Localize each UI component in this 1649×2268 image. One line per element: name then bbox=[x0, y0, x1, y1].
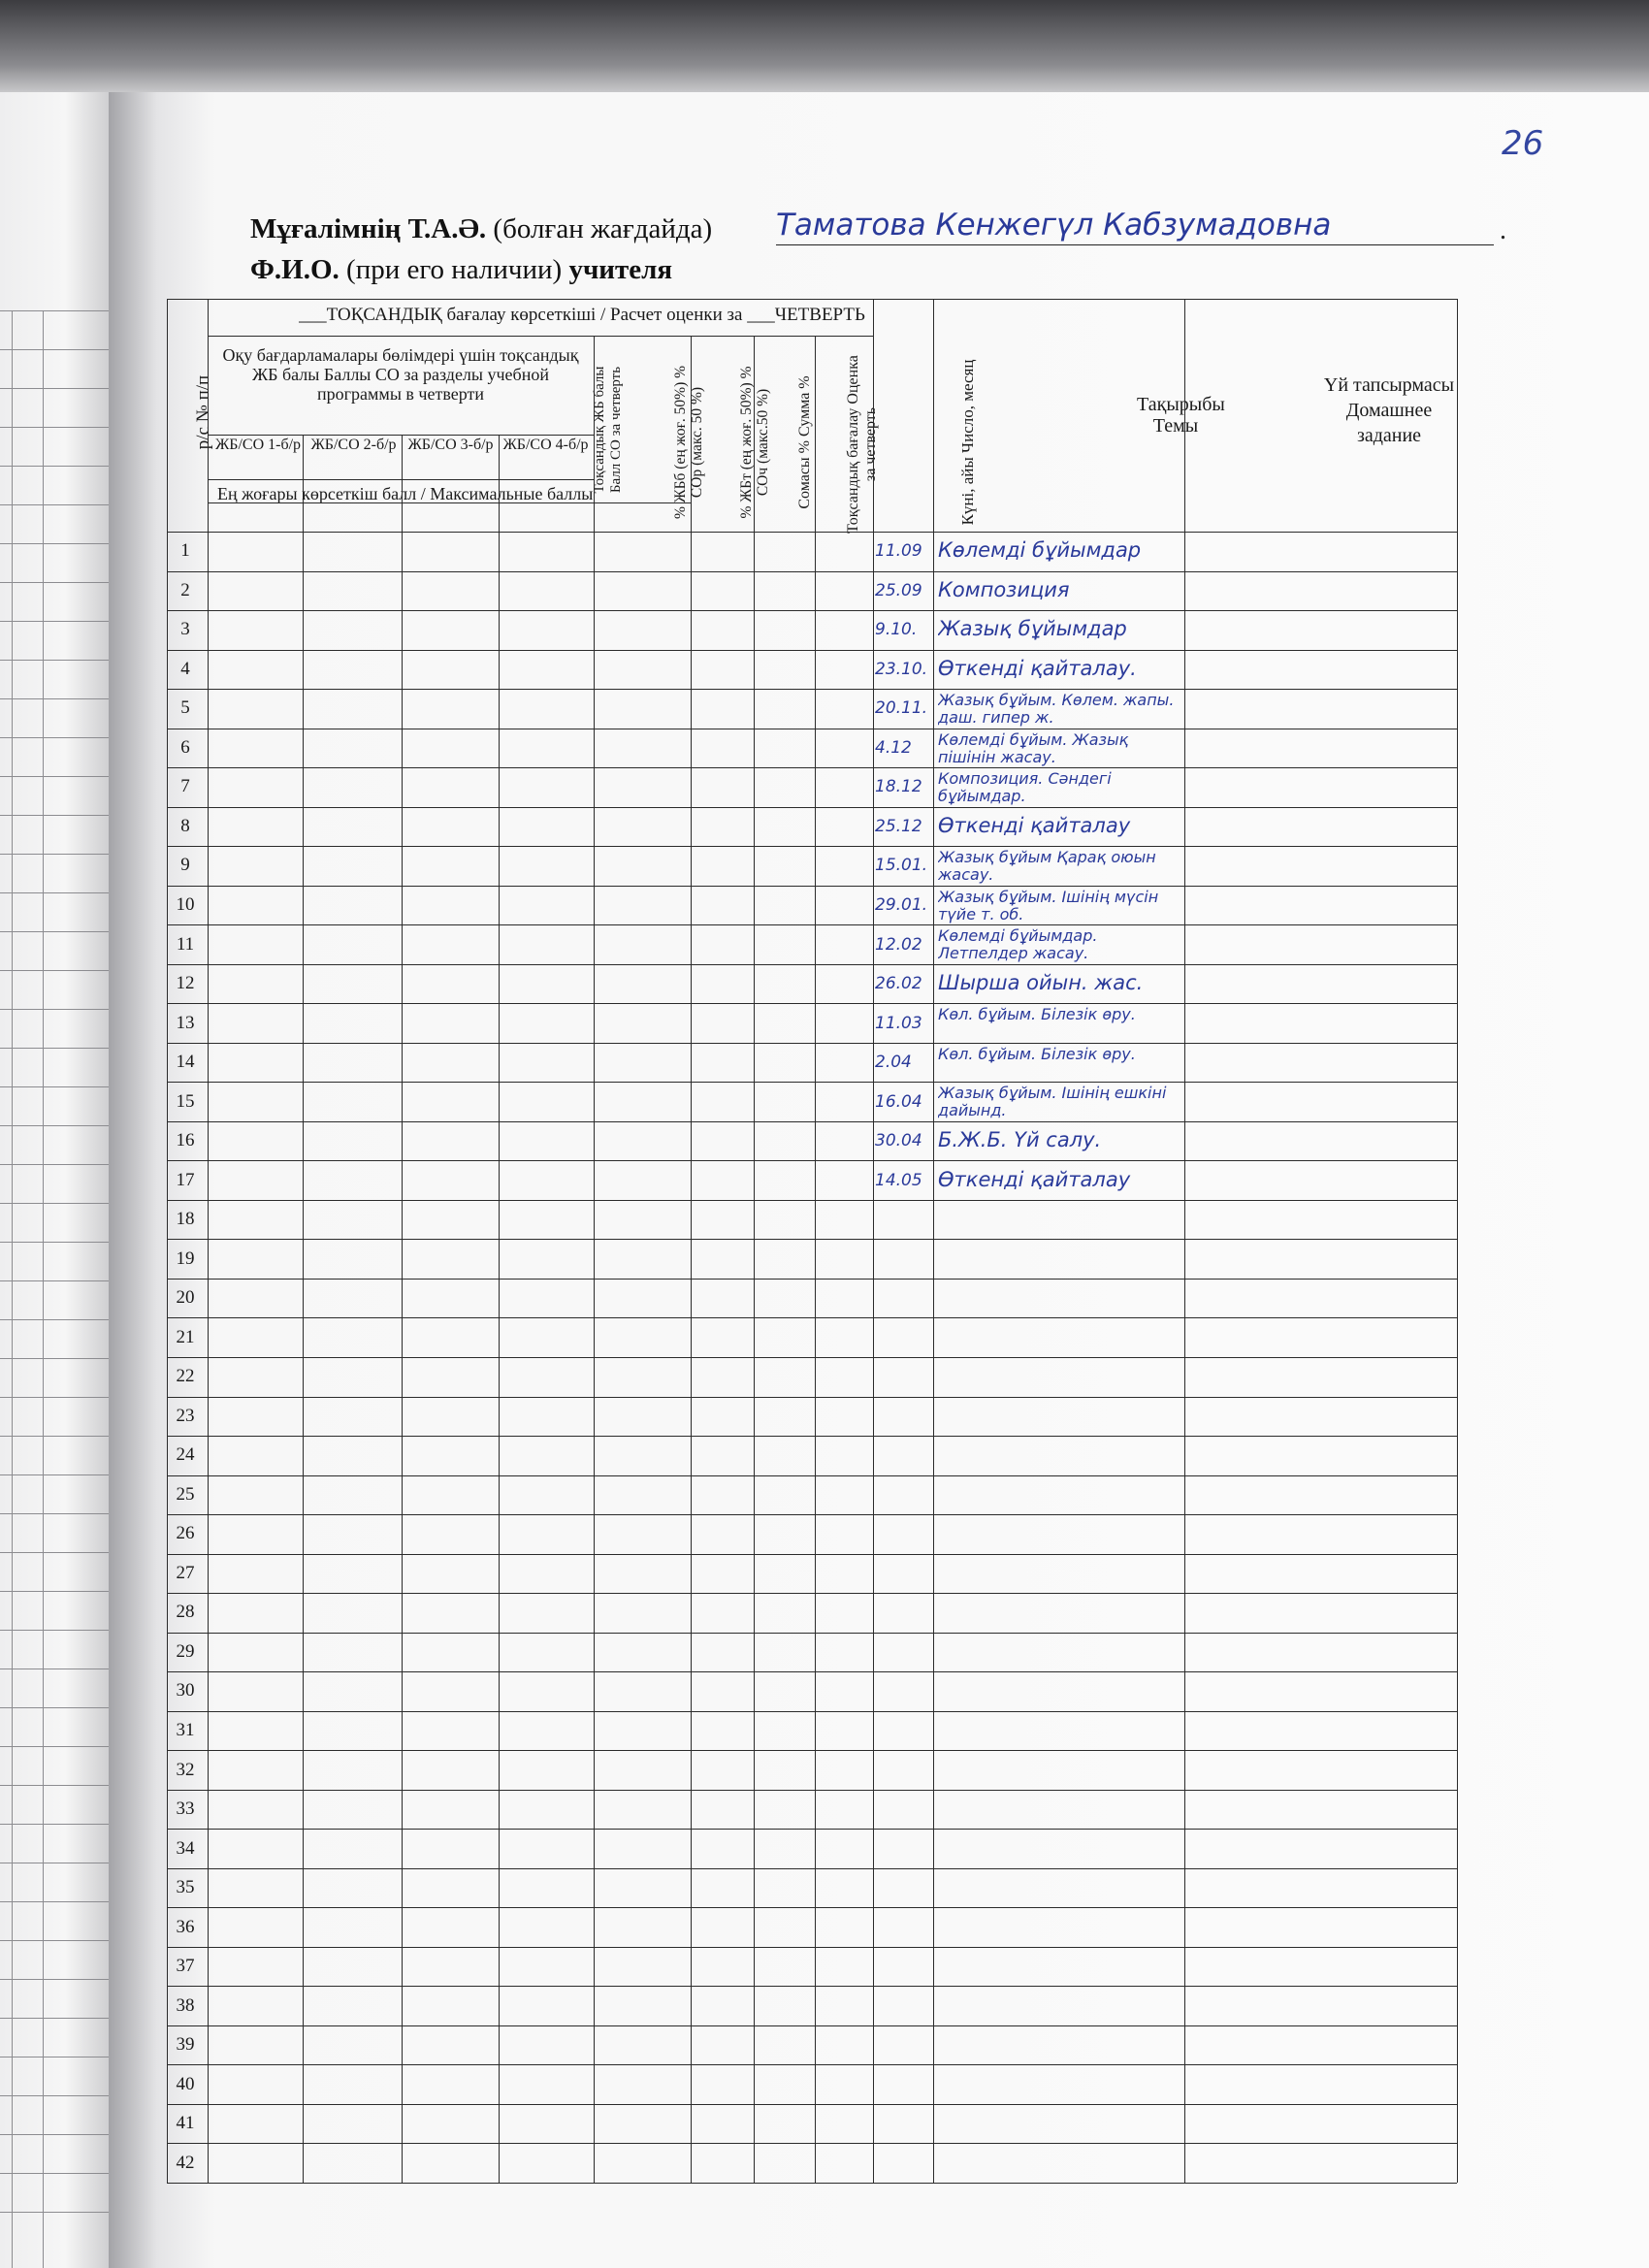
adjacent-page-column bbox=[43, 310, 44, 2268]
label-bold: Мұғалімнің Т.А.Ә. bbox=[250, 213, 487, 244]
adjacent-page-line bbox=[0, 2212, 109, 2213]
adjacent-page-line bbox=[0, 854, 109, 855]
lesson-topic-handwritten: Өткенді қайталау bbox=[938, 813, 1131, 837]
row-divider bbox=[167, 689, 1457, 690]
row-number: 26 bbox=[176, 1523, 195, 1544]
adjacent-page-line bbox=[0, 737, 109, 738]
lesson-topic-handwritten: Жазық бұйым. Ішінің мүсін түйе т. об. bbox=[938, 888, 1159, 923]
lesson-topic-handwritten: Көл. бұйым. Білезік өру. bbox=[938, 1006, 1136, 1024]
row-number: 19 bbox=[176, 1247, 195, 1269]
adjacent-page-line bbox=[0, 1125, 109, 1126]
adjacent-page-line bbox=[0, 543, 109, 544]
row-number: 24 bbox=[176, 1444, 195, 1466]
adjacent-page-line bbox=[0, 931, 109, 932]
adjacent-page-line bbox=[0, 1242, 109, 1243]
adjacent-page-line bbox=[0, 892, 109, 893]
adjacent-page-line bbox=[0, 1048, 109, 1049]
adjacent-page-line bbox=[0, 776, 109, 777]
adjacent-page-line bbox=[0, 427, 109, 428]
lesson-topic-handwritten: Көл. бұйым. Білезік өру. bbox=[938, 1045, 1136, 1063]
label-normal: (болған жағдайда) bbox=[486, 213, 713, 244]
col-border bbox=[167, 299, 168, 2183]
lesson-date-handwritten: 14.05 bbox=[875, 1170, 922, 1190]
row-number: 31 bbox=[176, 1719, 195, 1740]
adjacent-page-line bbox=[0, 815, 109, 816]
row-number: 29 bbox=[176, 1640, 195, 1662]
quarter-grade-header: Тоқсандық бағалау Оценка за четверть bbox=[845, 355, 879, 534]
lesson-date-handwritten: 26.02 bbox=[875, 974, 922, 994]
row-divider bbox=[167, 767, 1457, 768]
adjacent-page-line bbox=[0, 1474, 109, 1475]
lesson-date-handwritten: 30.04 bbox=[875, 1131, 922, 1151]
adjacent-page-line bbox=[0, 1979, 109, 1980]
lesson-topic-handwritten: Шырша ойын. жас. bbox=[938, 971, 1144, 995]
adjacent-page-line bbox=[0, 1591, 109, 1592]
row-number: 16 bbox=[176, 1130, 195, 1151]
lesson-topic-handwritten: Композиция. Сәндегі бұйымдар. bbox=[938, 770, 1112, 806]
max-points-row-divider bbox=[208, 502, 691, 503]
row-number: 12 bbox=[176, 973, 195, 994]
lesson-date-handwritten: 16.04 bbox=[875, 1091, 922, 1112]
adjacent-page-line bbox=[0, 310, 109, 311]
lesson-topic-handwritten: Жазық бұйым. Көлем. жапы. даш. гипер ж. bbox=[938, 692, 1175, 728]
adjacent-page-line bbox=[0, 1280, 109, 1281]
row-number: 27 bbox=[176, 1562, 195, 1583]
label-normal: (при его наличии) bbox=[339, 254, 569, 285]
name-end-dot: . bbox=[1500, 215, 1506, 245]
col-border bbox=[873, 299, 874, 2183]
adjacent-page-line bbox=[0, 2134, 109, 2135]
row-number: 28 bbox=[176, 1602, 195, 1623]
col-border bbox=[208, 299, 209, 2183]
col-border bbox=[303, 435, 304, 2183]
row-number: 11 bbox=[176, 933, 195, 955]
row-number: 10 bbox=[176, 893, 195, 915]
row-divider bbox=[167, 1986, 1457, 1987]
pct-sor-header: % ЖБб (ең жоғ. 50%) % СОр (макс. 50 %) bbox=[672, 365, 706, 520]
label-bold: учителя bbox=[568, 254, 673, 285]
lesson-date-handwritten: 25.09 bbox=[875, 580, 922, 600]
row-divider bbox=[167, 1279, 1457, 1280]
header-bottom bbox=[167, 532, 1457, 533]
table-top-border bbox=[167, 299, 1457, 300]
row-number: 36 bbox=[176, 1916, 195, 1937]
row-number: 8 bbox=[180, 815, 190, 836]
adjacent-page-line bbox=[0, 1552, 109, 1553]
row-divider bbox=[167, 1947, 1457, 1948]
row-number: 3 bbox=[180, 619, 190, 640]
row-number: 21 bbox=[176, 1326, 195, 1347]
col-border bbox=[499, 435, 500, 2183]
adjacent-page-line bbox=[0, 2095, 109, 2096]
sum-header: Сомасы % Сумма % bbox=[796, 375, 813, 509]
row-divider bbox=[167, 650, 1457, 651]
row-number: 37 bbox=[176, 1956, 195, 1977]
row-number: 39 bbox=[176, 2034, 195, 2056]
lesson-date-handwritten: 20.11. bbox=[875, 698, 928, 719]
row-number: 6 bbox=[180, 736, 190, 758]
adjacent-page-line bbox=[0, 1901, 109, 1902]
sections-divider bbox=[208, 435, 594, 436]
adjacent-page-line bbox=[0, 1436, 109, 1437]
row-number: 2 bbox=[180, 579, 190, 600]
lesson-date-handwritten: 12.02 bbox=[875, 934, 922, 955]
row-divider bbox=[167, 1003, 1457, 1004]
adjacent-page-line bbox=[0, 2018, 109, 2019]
row-divider bbox=[167, 886, 1457, 887]
row-number: 40 bbox=[176, 2073, 195, 2094]
lesson-topic-handwritten: Көлемді бұйымдар bbox=[938, 538, 1142, 563]
adjacent-page-line bbox=[0, 1086, 109, 1087]
col-border bbox=[933, 299, 934, 2183]
col-border bbox=[1184, 299, 1185, 2183]
section-2: ЖБ/СО 2-б/р bbox=[310, 437, 397, 453]
section-cells-divider bbox=[208, 479, 594, 480]
row-divider bbox=[167, 846, 1457, 847]
row-number: 33 bbox=[176, 1798, 195, 1820]
row-divider bbox=[167, 1868, 1457, 1869]
adjacent-page-line bbox=[0, 698, 109, 699]
row-number: 22 bbox=[176, 1366, 195, 1387]
lesson-date-handwritten: 29.01. bbox=[875, 894, 928, 915]
row-divider bbox=[167, 1475, 1457, 1476]
lesson-topic-handwritten: Көлемді бұйымдар. Летпелдер жасау. bbox=[938, 927, 1098, 963]
row-divider bbox=[167, 1397, 1457, 1398]
homework-header: Үй тапсырмасы Домашнее задание bbox=[1323, 374, 1455, 446]
max-points-label: Ең жоғары көрсеткіш балл / Максимальные баллы bbox=[217, 484, 594, 503]
lesson-topic-handwritten: Композиция bbox=[938, 577, 1070, 601]
row-divider bbox=[167, 1790, 1457, 1791]
row-number: 5 bbox=[180, 697, 190, 719]
row-divider bbox=[167, 1239, 1457, 1240]
scan-top-shadow bbox=[0, 0, 1649, 92]
quarter-title: ___ТОҚСАНДЫҚ бағалау көрсеткіші / Расчет оценки за ___ЧЕТВЕРТЬ bbox=[299, 305, 865, 325]
row-divider bbox=[167, 1357, 1457, 1358]
row-divider bbox=[167, 2104, 1457, 2105]
adjacent-page-column bbox=[12, 310, 13, 2268]
row-divider bbox=[167, 2064, 1457, 2065]
row-number: 38 bbox=[176, 1994, 195, 2016]
row-divider bbox=[167, 1082, 1457, 1083]
row-divider bbox=[167, 571, 1457, 572]
quarter-points-header: Тоқсандық ЖБ балы Балл СО за четверть bbox=[592, 366, 624, 494]
row-divider bbox=[167, 807, 1457, 808]
col-border bbox=[402, 435, 403, 2183]
row-divider bbox=[167, 1317, 1457, 1318]
adjacent-page-line bbox=[0, 2173, 109, 2174]
row-number: 34 bbox=[176, 1837, 195, 1859]
adjacent-page-line bbox=[0, 388, 109, 389]
adjacent-page-line bbox=[0, 1513, 109, 1514]
row-divider bbox=[167, 1750, 1457, 1751]
row-number: 23 bbox=[176, 1405, 195, 1426]
row-divider bbox=[167, 1200, 1457, 1201]
adjacent-page-line bbox=[0, 1319, 109, 1320]
lesson-topic-handwritten: Көлемді бұйым. Жазық пішінін жасау. bbox=[938, 730, 1129, 766]
row-number: 20 bbox=[176, 1287, 195, 1309]
lesson-date-handwritten: 23.10. bbox=[875, 659, 928, 679]
row-divider bbox=[167, 964, 1457, 965]
row-number: 15 bbox=[176, 1090, 195, 1112]
label-bold: Ф.И.О. bbox=[250, 254, 340, 285]
row-number: 14 bbox=[176, 1052, 195, 1073]
adjacent-page-line bbox=[0, 1824, 109, 1825]
lesson-topic-handwritten: Б.Ж.Б. Үй салу. bbox=[938, 1128, 1102, 1152]
adjacent-page-line bbox=[0, 1397, 109, 1398]
lesson-date-handwritten: 4.12 bbox=[875, 737, 912, 758]
row-divider bbox=[167, 2143, 1457, 2144]
date-header: Күні, айы Число, месяц bbox=[958, 359, 977, 526]
row-number: 1 bbox=[180, 540, 190, 562]
teacher-name-label-kz bbox=[250, 213, 712, 245]
row-number: 42 bbox=[176, 2152, 195, 2173]
adjacent-page-line bbox=[0, 1358, 109, 1359]
row-divider bbox=[167, 1514, 1457, 1515]
row-divider bbox=[167, 1554, 1457, 1555]
row-divider bbox=[167, 610, 1457, 611]
row-divider bbox=[167, 1633, 1457, 1634]
lesson-date-handwritten: 11.03 bbox=[875, 1013, 922, 1033]
row-number: 41 bbox=[176, 2113, 195, 2134]
lesson-topic-handwritten: Өткенді қайталау. bbox=[938, 656, 1137, 680]
teacher-name-label-ru bbox=[250, 254, 672, 286]
lesson-date-handwritten: 18.12 bbox=[875, 777, 922, 797]
row-divider bbox=[167, 1121, 1457, 1122]
row-number-header: р/с № п/п bbox=[193, 374, 213, 450]
row-divider bbox=[167, 1043, 1457, 1044]
adjacent-page-line bbox=[0, 660, 109, 661]
adjacent-page-line bbox=[0, 1785, 109, 1786]
col-border bbox=[815, 336, 816, 2183]
lesson-topic-handwritten: Жазық бұйым. Ішінің ешкіні дайынд. bbox=[938, 1085, 1167, 1120]
lesson-topic-handwritten: Өткенді қайталау bbox=[938, 1167, 1131, 1191]
row-divider bbox=[167, 1711, 1457, 1712]
adjacent-page-line bbox=[0, 349, 109, 350]
row-divider bbox=[167, 1829, 1457, 1830]
lesson-topic-handwritten: Жазық бұйымдар bbox=[938, 617, 1127, 641]
row-number: 7 bbox=[180, 776, 190, 797]
adjacent-page-line bbox=[0, 1707, 109, 1708]
adjacent-page-line bbox=[0, 1630, 109, 1631]
pct-soch-header: % ЖБт (ең жоғ. 50%) % СОч (макс.50 %) bbox=[738, 366, 772, 519]
page-number: 26 bbox=[1502, 124, 1544, 163]
teacher-name-handwritten: Таматова Кенжегүл Кабзумадовна bbox=[776, 208, 1494, 245]
row-divider bbox=[167, 1907, 1457, 1908]
lesson-date-handwritten: 15.01. bbox=[875, 856, 928, 876]
adjacent-page-line bbox=[0, 970, 109, 971]
row-number: 18 bbox=[176, 1209, 195, 1230]
adjacent-page-edge bbox=[0, 92, 109, 2268]
adjacent-page-line bbox=[0, 466, 109, 467]
col-border bbox=[594, 336, 595, 2183]
adjacent-page-line bbox=[0, 1940, 109, 1941]
row-divider bbox=[167, 1160, 1457, 1161]
section-4: ЖБ/СО 4-б/р bbox=[502, 437, 589, 453]
col-border bbox=[754, 336, 755, 2183]
section-group-title: Оқу бағдарламалары бөлімдері үшін тоқсандық ЖБ балы Баллы СО за разделы учебной программы в четверти bbox=[222, 345, 579, 405]
row-number: 9 bbox=[180, 855, 190, 876]
lesson-date-handwritten: 25.12 bbox=[875, 816, 922, 836]
row-number: 25 bbox=[176, 1483, 195, 1505]
adjacent-page-line bbox=[0, 1164, 109, 1165]
row-number: 30 bbox=[176, 1680, 195, 1701]
quarter-title-divider bbox=[208, 336, 873, 337]
row-number: 4 bbox=[180, 658, 190, 679]
adjacent-page-line bbox=[0, 621, 109, 622]
row-number: 35 bbox=[176, 1877, 195, 1898]
row-number: 13 bbox=[176, 1012, 195, 1033]
col-border bbox=[691, 336, 692, 2183]
row-divider bbox=[167, 2025, 1457, 2026]
row-number: 32 bbox=[176, 1759, 195, 1780]
adjacent-page-line bbox=[0, 504, 109, 505]
grade-table bbox=[167, 299, 1457, 2183]
row-number: 17 bbox=[176, 1169, 195, 1190]
lesson-date-handwritten: 2.04 bbox=[875, 1053, 912, 1073]
lesson-date-handwritten: 11.09 bbox=[875, 541, 922, 562]
adjacent-page-line bbox=[0, 582, 109, 583]
lesson-topic-handwritten: Жазық бұйым Қарақ оюын жасау. bbox=[938, 849, 1156, 885]
table-bottom-border bbox=[167, 2183, 1457, 2184]
adjacent-page-line bbox=[0, 1746, 109, 1747]
col-border bbox=[1457, 299, 1458, 2183]
row-divider bbox=[167, 1593, 1457, 1594]
section-1: ЖБ/СО 1-б/р bbox=[214, 437, 302, 453]
row-divider bbox=[167, 1436, 1457, 1437]
row-divider bbox=[167, 1671, 1457, 1672]
adjacent-page-line bbox=[0, 1203, 109, 1204]
section-3: ЖБ/СО 3-б/р bbox=[407, 437, 494, 453]
lesson-date-handwritten: 9.10. bbox=[875, 620, 918, 640]
adjacent-page-line bbox=[0, 1009, 109, 1010]
row-divider bbox=[167, 924, 1457, 925]
topic-header: Тақырыбы Темы bbox=[1137, 394, 1225, 437]
